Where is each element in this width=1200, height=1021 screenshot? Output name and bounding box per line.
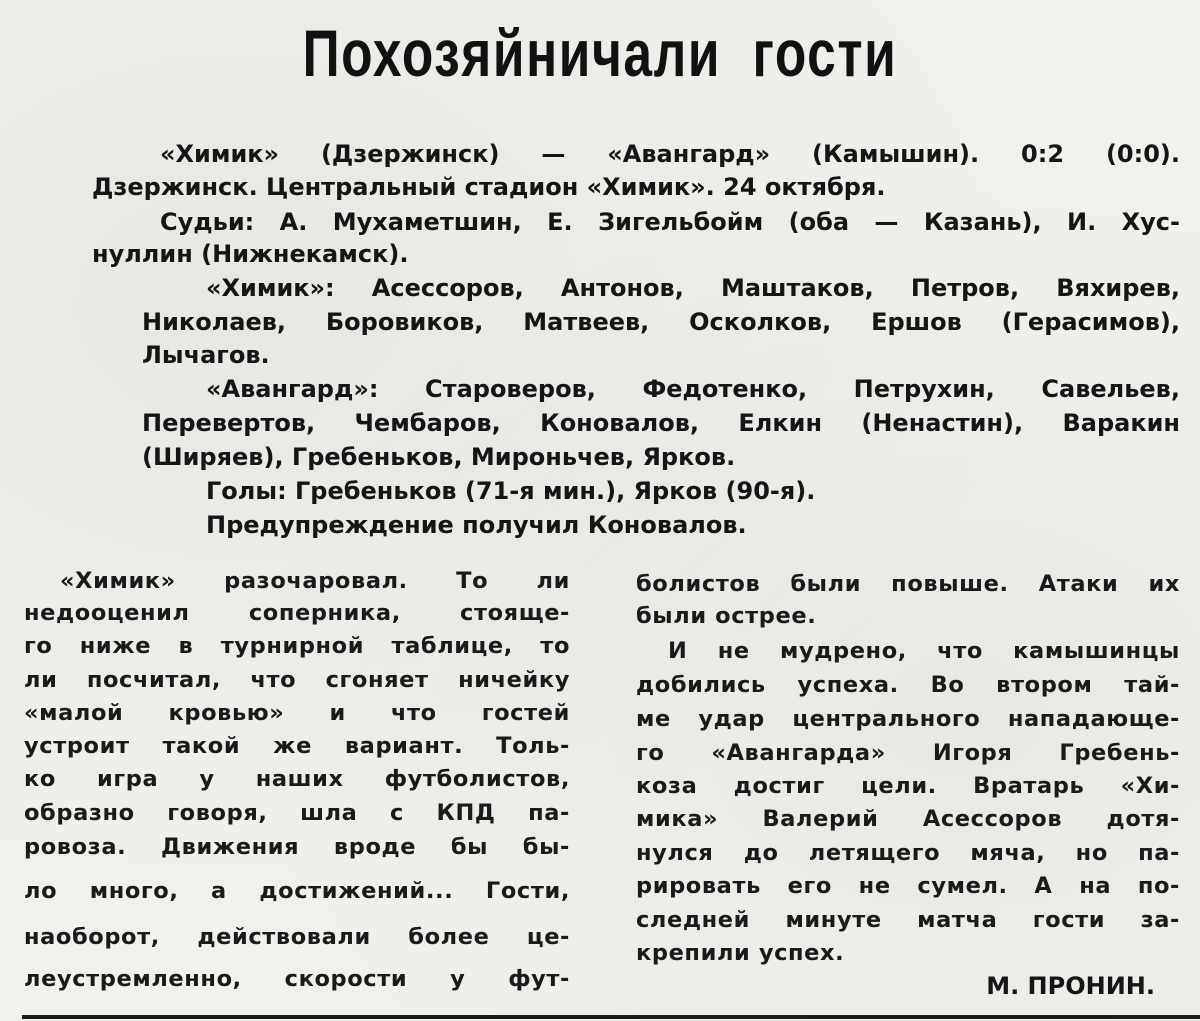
body-left-line-7: ко игра у наших футболистов, bbox=[24, 766, 570, 792]
body-left-line-4: ли посчитал, что сгоняет ничейку bbox=[24, 667, 570, 693]
body-left-line-8: образно говоря, шла с КПД па- bbox=[24, 800, 570, 826]
body-right-line-3: И не мудрено, что камышинцы bbox=[668, 638, 1180, 664]
body-right-line-4: добились успеха. Во втором тай- bbox=[636, 672, 1180, 698]
body-left-line-1: «Химик» разочаровал. То ли bbox=[60, 568, 570, 594]
body-right-line-10: рировать его не сумел. А на по- bbox=[636, 873, 1180, 899]
info-line-score: «Химик» (Дзержинск) — «Авангард» (Камышин). 0:2 (0:0). bbox=[160, 140, 1180, 168]
body-left-line-6: устроит такой же вариант. Толь- bbox=[24, 733, 570, 759]
body-right-line-8: мика» Валерий Асессоров дотя- bbox=[636, 806, 1180, 832]
body-left-line-3: го ниже в турнирной таблице, то bbox=[24, 633, 570, 659]
body-left-line-5: «малой кровью» и что гостей bbox=[24, 700, 570, 726]
info-line-warning: Предупреждение получил Коновалов. bbox=[206, 511, 747, 539]
body-right-line-6: го «Авангарда» Игоря Гребень- bbox=[636, 740, 1180, 766]
body-left-line-2: недооценил соперника, стояще- bbox=[24, 600, 570, 626]
bottom-rule bbox=[22, 1015, 1200, 1019]
info-line-khimik-lineup-end: Лычагов. bbox=[142, 341, 270, 369]
body-right-line-1: болистов были повыше. Атаки их bbox=[636, 571, 1180, 597]
info-line-khimik-lineup-cont: Николаев, Боровиков, Матвеев, Осколков, Ершов (Герасимов), bbox=[142, 308, 1180, 336]
body-left-line-11: наоборот, действовали более це- bbox=[24, 924, 570, 950]
info-line-venue: Дзержинск. Центральный стадион «Химик». 24 октября. bbox=[92, 173, 886, 201]
author-signature: М. ПРОНИН. bbox=[986, 972, 1155, 1000]
info-line-avangard-lineup-cont: Перевертов, Чембаров, Коновалов, Елкин (Ненастин), Варакин bbox=[142, 409, 1180, 437]
info-line-khimik-lineup: «Химик»: Асессоров, Антонов, Маштаков, Петров, Вяхирев, bbox=[206, 274, 1180, 302]
body-right-line-9: нулся до летящего мяча, но па- bbox=[636, 840, 1180, 866]
info-line-referees: Судьи: А. Мухаметшин, Е. Зигельбойм (оба — Казань), И. Хус- bbox=[160, 208, 1180, 236]
body-left-line-10: ло много, а достижений... Гости, bbox=[24, 878, 570, 904]
info-line-goals: Голы: Гребеньков (71-я мин.), Ярков (90-я). bbox=[206, 477, 816, 505]
body-right-line-5: ме удар центрального нападающе- bbox=[636, 706, 1180, 732]
body-right-line-11: следней минуте матча гости за- bbox=[636, 907, 1180, 933]
body-left-line-9: ровоза. Движения вроде бы бы- bbox=[24, 834, 570, 860]
body-right-line-7: коза достиг цели. Вратарь «Хи- bbox=[636, 773, 1180, 799]
headline: Похозяйничали гости bbox=[302, 16, 898, 90]
body-left-line-12: леустремленно, скорости у фут- bbox=[24, 966, 570, 992]
body-right-line-12: крепили успех. bbox=[636, 940, 845, 966]
body-right-line-2: были острее. bbox=[636, 603, 817, 629]
info-line-referees-cont: нуллин (Нижнекамск). bbox=[92, 240, 409, 268]
info-line-avangard-lineup-end: (Ширяев), Гребеньков, Мироньчев, Ярков. bbox=[142, 443, 736, 471]
info-line-avangard-lineup: «Авангард»: Староверов, Федотенко, Петрухин, Савельев, bbox=[206, 375, 1180, 403]
